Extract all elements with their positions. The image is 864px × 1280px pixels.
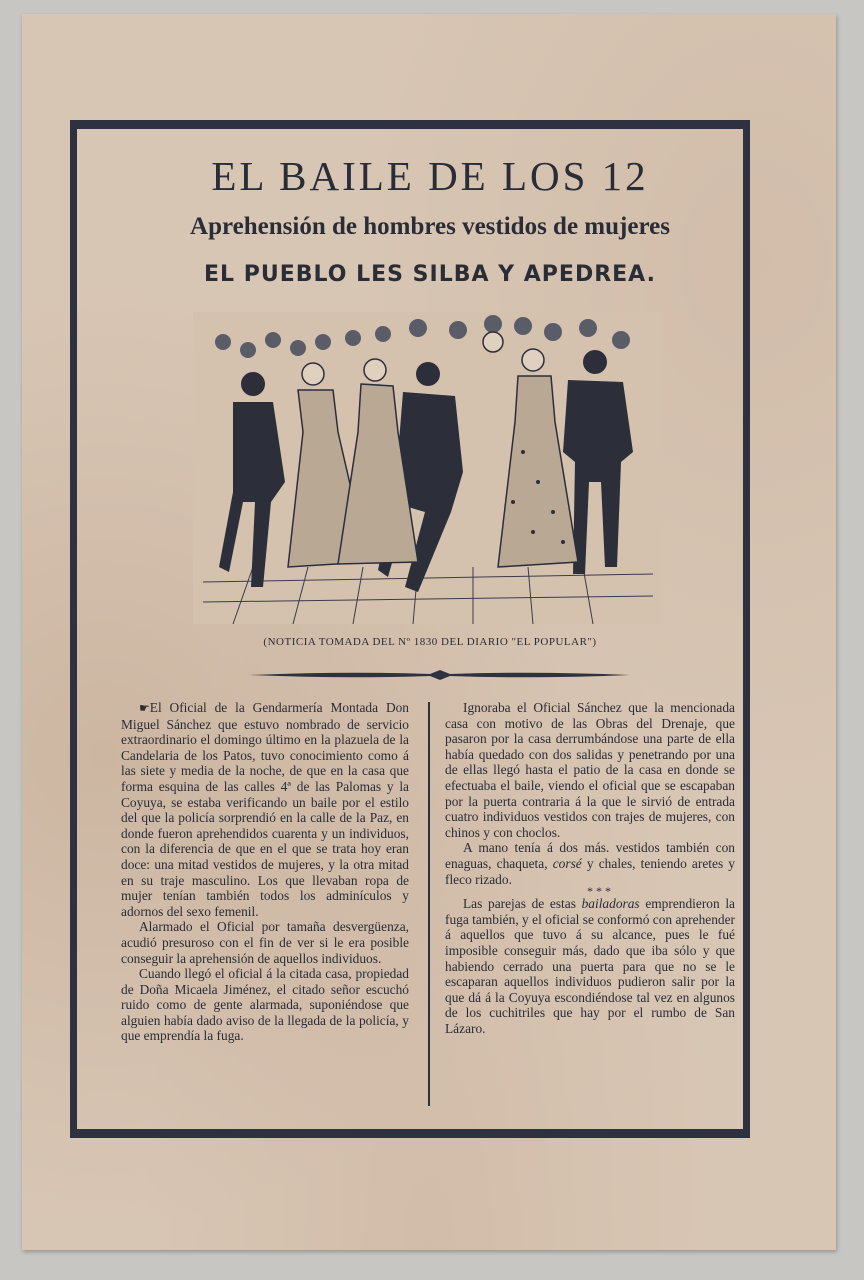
right-paragraph-3: Las parejas de estas bailadoras emprendieron la fuga también, y el oficial se conformó con aprehender á aquellos que tuvo á su alcance, pues le fué imposible conseguir más, dado que iba sólo y que habiendo cerrado una puerta para que no se le escaparan aquellos individuos pudieron salir por la que dá á la Coyuya escondiéndose tal vez en algunos de los cuchitriles que hay por el rumbo de San Lázaro. <box>445 896 736 1036</box>
dancing-couples-engraving-icon <box>193 312 663 624</box>
left-paragraph-3: Cuando llegó el oficial á la citada casa, propiedad de Doña Micaela Jiménez, el citado señor escuchó ruido como de gente alarmada, suponiéndose que alguien había dado aviso de la llegada de la policía, y que emprendía la fuga. <box>121 966 409 1044</box>
section-separator: * * * <box>587 884 611 899</box>
image-caption: (NOTICIA TOMADA DEL Nº 1830 DEL DIARIO "EL POPULAR") <box>263 636 597 648</box>
left-paragraph-2: Alarmado el Oficial por tamaña desvergüenza, acudió presuroso con el fin de ver si le era posible conseguir la aprehensión de aquellos individuos. <box>121 919 409 966</box>
article-right-column <box>445 700 735 1036</box>
ornamental-divider <box>250 668 630 682</box>
column-rule <box>428 702 430 1106</box>
left-paragraph-1: ☛El Oficial de la Gendarmería Montada Don Miguel Sánchez que estuvo nombrado de servicio extraordinario el domingo último en la plazuela de la Candelaria de los Patos, tuvo conocimiento como á las siete y media de la noche, de que en la casa que forma esquina de las calles 4ª de las Palomas y la Coyuya, se estaba verificando un baile por el estilo del que la policía sorprendió en la calle de la Paz, en donde fueron aprehendidos cuarenta y un individuos, con la diferencia de que en el que se trata hoy eran doce: una mitad vestidos de mujeres, y la otra mitad en su traje masculino. Los que llevaban ropa de mujer tenían también todos los adminículos y adornos del sexo femenil. <box>121 700 409 919</box>
page-subtitle: Aprehensión de hombres vestidos de mujeres <box>190 213 670 240</box>
right-paragraph-1: Ignoraba el Oficial Sánchez que la mencionada casa con motivo de las Obras del Drenaje, que pasaron por la casa derrumbándose una parte de ella había quedado con dos salidas y penetrando por una de ellas llegó hasta el patio de la casa en donde se efectuaba el baile, viendo el oficial que se escapaban por la puerta contraria á la que le sirvió de entrada cuatro individuos vestidos con trajes de mujeres, con chinos y con choclos. <box>445 700 735 840</box>
article-left-column <box>121 700 409 1044</box>
page-headline: EL PUEBLO LES SILBA Y APEDREA. <box>204 262 656 287</box>
pointing-hand-icon: ☛ <box>139 701 150 715</box>
right-paragraph-2: A mano tenía á dos más. vestidos también con enaguas, chaqueta, corsé y chales, teniendo aretes y fleco rizado. <box>445 840 735 887</box>
page-title: EL BAILE DE LOS 12 <box>211 153 649 199</box>
